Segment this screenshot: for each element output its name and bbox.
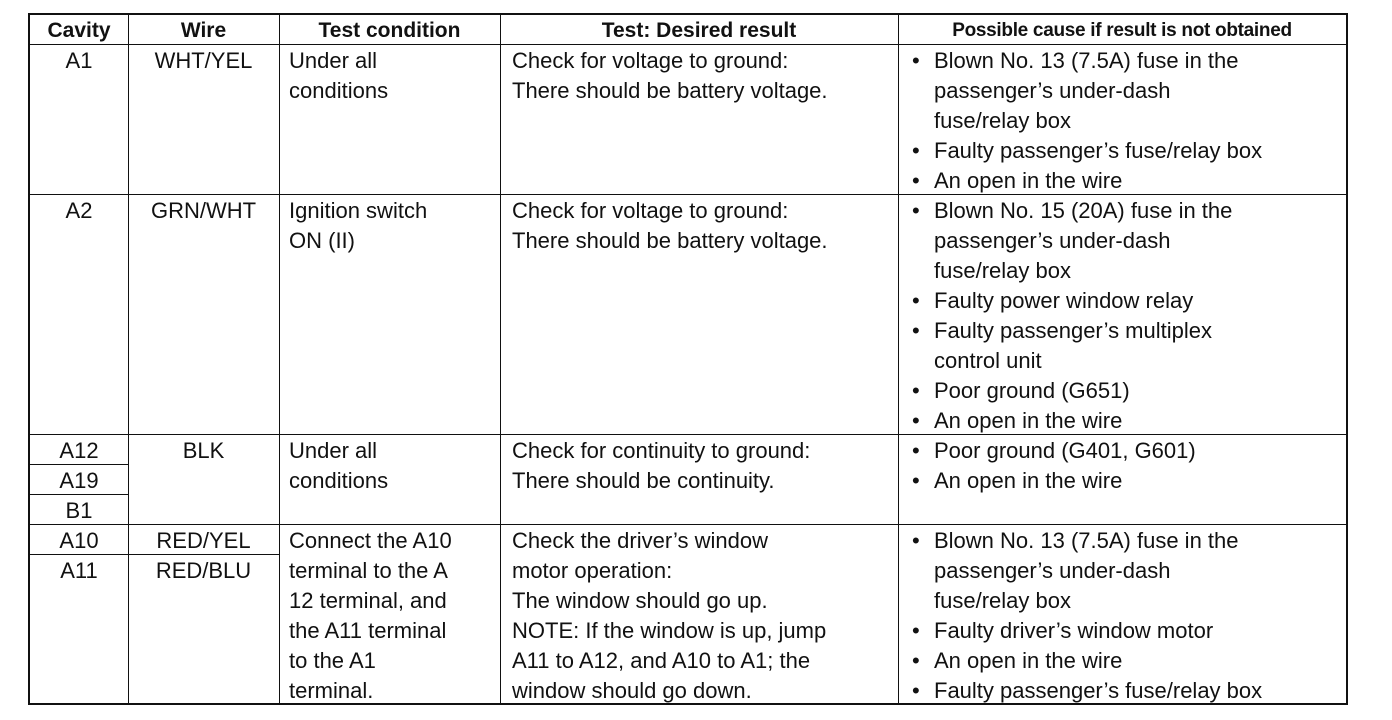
wire-cell: RED/YEL [156, 528, 251, 553]
wire-cell: BLK [182, 438, 225, 463]
cavity-cell: A11 [60, 558, 98, 583]
condition-cell: Ignition switch ON (II) [289, 198, 428, 253]
cause-cell: • Blown No. 13 (7.5A) fuse in the passenger’s under-dash fuse/relay box • Faulty driver’s window motor • An open in the wire • Faulty passenger’s fuse/relay box [910, 526, 1262, 706]
column-divider [500, 15, 501, 703]
cause-cell: • Blown No. 13 (7.5A) fuse in the passenger’s under-dash fuse/relay box • Faulty passenger’s fuse/relay box • An open in the wire [910, 46, 1262, 196]
result-cell: Check for voltage to ground: There should be battery voltage. [512, 48, 828, 103]
cause-item: • Blown No. 13 (7.5A) fuse in the [910, 46, 1262, 76]
cause-item: • Poor ground (G651) [910, 376, 1232, 406]
cavity-cell: A10 [59, 528, 99, 553]
cause-item: • Blown No. 15 (20A) fuse in the [910, 196, 1232, 226]
header-desired-result: Test: Desired result [601, 19, 797, 42]
cause-item: • Faulty passenger’s multiplex [910, 316, 1232, 346]
header-wire: Wire [180, 19, 227, 42]
condition-cell: Under all conditions [289, 48, 389, 103]
cause-item: • Faulty passenger’s fuse/relay box [910, 676, 1262, 706]
condition-cell: Under all conditions [289, 438, 389, 493]
cavity-cell: A12 [59, 438, 99, 463]
condition-cell: Connect the A10 terminal to the A 12 terminal, and the A11 terminal to the A1 terminal. [289, 528, 452, 703]
column-divider [898, 15, 899, 703]
column-divider [128, 15, 129, 703]
header-possible-cause: Possible cause if result is not obtained [952, 20, 1292, 41]
header-test-condition: Test condition [318, 19, 461, 42]
cause-item: • Blown No. 13 (7.5A) fuse in the [910, 526, 1262, 556]
cause-item: • Faulty passenger’s fuse/relay box [910, 136, 1262, 166]
cause-item: • An open in the wire [910, 646, 1262, 676]
result-cell: Check for voltage to ground: There should be battery voltage. [512, 198, 828, 253]
row-divider [30, 524, 1346, 525]
result-cell: Check for continuity to ground: There should be continuity. [512, 438, 811, 493]
header-cavity: Cavity [47, 19, 111, 42]
column-divider [279, 15, 280, 703]
wire-cell: RED/BLU [155, 558, 252, 583]
result-cell: Check the driver’s window motor operation: The window should go up. NOTE: If the window is up, jump A11 to A12, and A10 to A1; the window should go down. [512, 528, 827, 703]
cause-item: • Faulty power window relay [910, 286, 1232, 316]
cause-item: • An open in the wire [910, 466, 1196, 496]
wire-cell: WHT/YEL [154, 48, 253, 73]
cavity-cell: A2 [65, 198, 93, 223]
cause-item: • An open in the wire [910, 406, 1232, 436]
cause-cell: • Blown No. 15 (20A) fuse in the passenger’s under-dash fuse/relay box • Faulty power window relay • Faulty passenger’s multiplex control unit • Poor ground (G651) • An open in the wire [910, 196, 1232, 436]
cause-item: • Faulty driver’s window motor [910, 616, 1262, 646]
cause-cell [910, 436, 1196, 496]
cause-item: • An open in the wire [910, 166, 1262, 196]
cause-item: • Poor ground (G401, G601) [910, 436, 1196, 466]
cavity-cell: B1 [65, 498, 93, 523]
cavity-cell: A19 [59, 468, 99, 493]
wire-cell: GRN/WHT [150, 198, 257, 223]
diagnostic-table [28, 13, 1348, 705]
cavity-cell: A1 [65, 48, 93, 73]
